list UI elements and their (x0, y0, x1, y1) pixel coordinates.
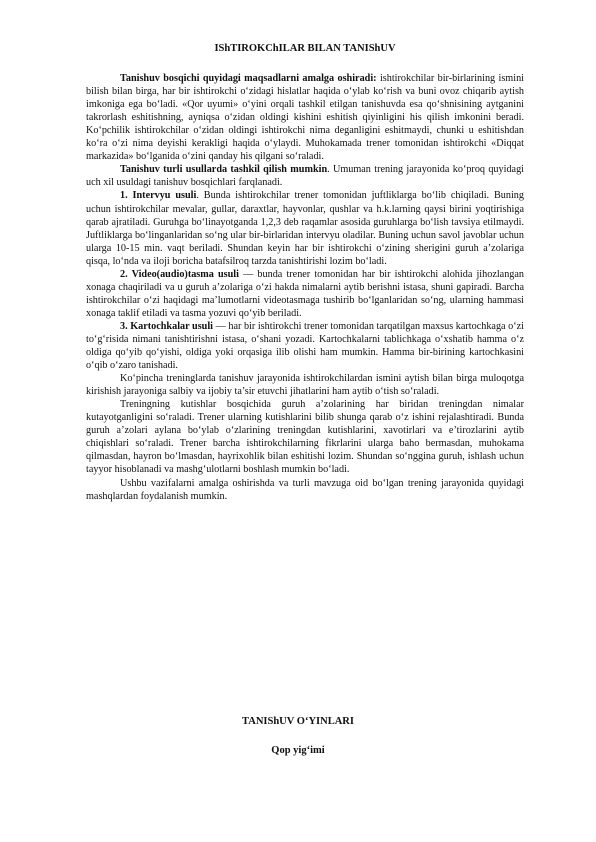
paragraph-lead: 2. Video(audio)tasma usuli (120, 268, 239, 280)
paragraph-intro (86, 72, 524, 163)
paragraph-video-method (86, 268, 524, 320)
section-title: TANIShUV O‘YINLARI (242, 716, 354, 727)
paragraph-text: Treningning kutishlar bosqichida guruh a’zolarining har biridan treningdan nimalar kutayotganligini so‘raladi. Trener ularning kutishlarini bilib shunga qarab o‘z ishini rejalashtiradi. Bunda guruh a’zolari aylana bo‘ylab o‘zlarining treningdan kutishlarini, xavotirlari va e’tirozlarini aytib chiqishlari so‘raladi. Trener barcha ishtirokchilarning fikrlarini ularga baho bermasdan, muhokama qilmasdan, hayron bo‘lmasdan, hayrixohlik bilan eshitishi lozim. Shundan so‘nggina guruh, ishlash uchun tayyor hisoblanadi va mashg‘ulotlarni boshlash mumkin bo‘ladi. (86, 399, 524, 476)
paragraph-text: Ushbu vazifalarni amalga oshirishda va turli mavzuga oid bo‘lgan trening jarayonida quyidagi mashqlardan foydalanish mumkin. (86, 477, 524, 502)
paragraph-text: ishtirokchilar bir-birlarining ismini bilish bilan birga, har bir ishtirokchi o‘zidagi hislatlar haqida o‘ylab ko‘rish va buni ovoz chiqarib aytish imkoniga ega bo‘ladi. «Qor uyumi» o‘yini orqali tashkil etilgan tanishuvda esa qo‘shnisining aytganini takrorlash eshitishning, ayniqsa o‘zidan oldingi kishini eshitish qiyinligini his qilish imkonini beradi. Ko‘pchilik ishtirokchilar o‘zidan oldingi ishtirokchi nima deganligini eshitmaydi, chunki u eshitishdan ko‘ra o‘zi nima deyishi kerakligi haqida o‘ylaydi. Muhokamada trener tomonidan ishtirokchi «Diqqat markazida» bo‘lganida o‘zini qanday his qilgani so‘raladi. (86, 73, 524, 163)
paragraph-cards-method (86, 320, 524, 372)
paragraph-influences (86, 372, 524, 398)
paragraph-text: Ko‘pincha treninglarda tanishuv jarayonida ishtirokchilardan ismini aytish bilan birga muloqotga kirishish jarayoniga salbiy va ijobiy ta’sir etuvchi jihatlarini ham aytib o‘tish so‘raladi. (86, 373, 524, 398)
paragraph-lead: Tanishuv turli usullarda tashkil qilish mumkin (120, 164, 328, 176)
document-body (86, 42, 524, 503)
paragraph-interview-method (86, 189, 524, 267)
subsection-title: Qop yig‘imi (271, 745, 325, 756)
paragraph-lead: 3. Kartochkalar usuli (120, 320, 213, 332)
paragraph-methods (86, 163, 524, 189)
paragraph-text: — har bir ishtirokchi trener tomonidan tarqatilgan maxsus kartochkaga o‘zi to‘g‘risida nimani tanishtirishni istasa, o‘shani yozadi. Kartochkalarni tablichkaga o‘xshatib hamma o‘z oldiga qo‘yib qo‘yishi, oldiga yoki orqasiga ilib olishi ham mumkin. Hamma bir-birining kartochkasini o‘qib o‘zaro tanishadi. (86, 320, 524, 372)
paragraph-text: . Bunda ishtirokchilar trener tomonidan juftliklarga bo‘lib chiqiladi. Buning uchun ishtirokchilar mevalar, gullar, daraxtlar, hayvonlar, qushlar va h.k.larning qaysi birini yoqtirishiga qarab ajratiladi. Guruhga bo‘linayotganda 1,2,3 deb raqamlar asosida guruhlarga bo‘lish tavsiya etilmaydi. Juftliklarga bo‘linganlaridan so‘ng ular bir-birlaridan intervyu oladilar. Buning uchun savol javoblar uchun ularga 10-15 min. vaqt beriladi. Shundan keyin har bir ishtirokchi o‘zining sherigini guruh a’zolariga qisqa, lo‘nda va iloji boricha batafsilroq tarzda tanishtirishi lozim bo‘ladi. (86, 190, 524, 267)
document-title: IShTIROKChILAR BILAN TANIShUV (214, 43, 396, 54)
paragraph-text: — bunda trener tomonidan har bir ishtirokchi alohida jihozlangan xonaga chaqiriladi va u guruh a’zolariga o‘zi hakda nimalarni aytib berishni istasa, shuni gapiradi. Barcha ishtirokchilar o‘zi haqidagi ma’lumotlarni videotasmaga tushirib bo‘lganlaridan so‘ng, ularning hammasi xonaga taklif etiladi va tasma yozuvi qo‘yib beriladi. (86, 268, 525, 319)
paragraph-expectations (86, 398, 524, 476)
paragraph-text: . Umuman trening jarayonida ko‘proq quyidagi uch xil usuldagi tanishuv bosqichlari farqlanadi. (86, 164, 524, 189)
paragraph-exercises (86, 477, 524, 503)
paragraph-lead: Tanishuv bosqichi quyidagi maqsadlarni amalga oshiradi: (120, 73, 377, 85)
paragraph-lead: 1. Intervyu usuli (120, 190, 197, 202)
